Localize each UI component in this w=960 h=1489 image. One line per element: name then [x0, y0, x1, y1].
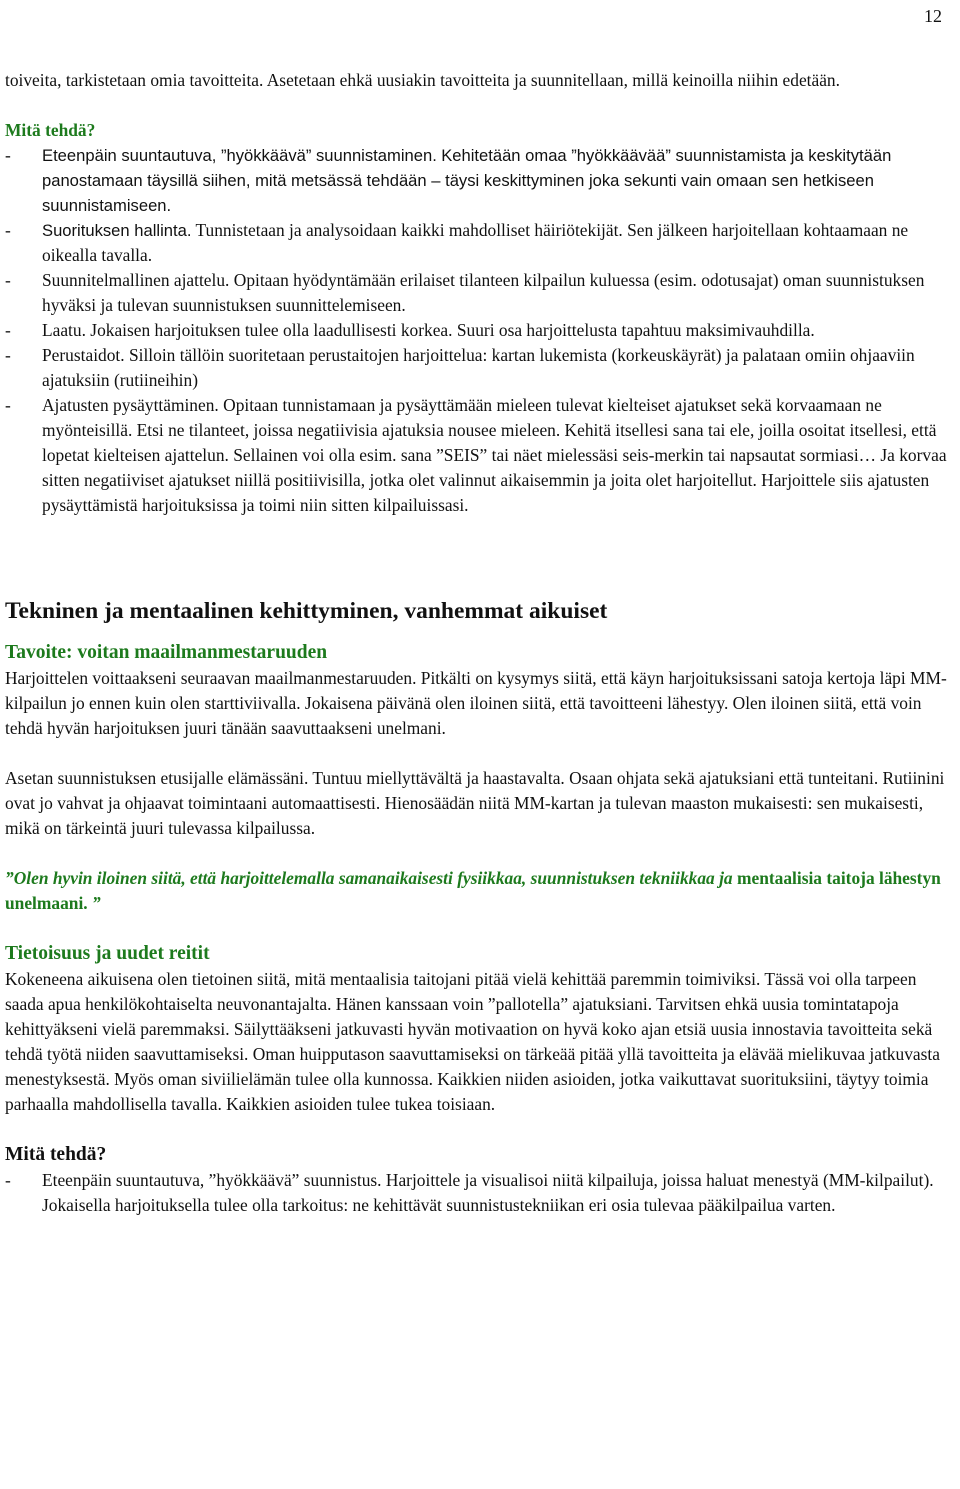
what-to-do-list — [5, 143, 955, 518]
awareness-heading: Tietoisuus ja uudet reitit — [5, 943, 210, 964]
goal-paragraph-2: Asetan suunnistuksen etusijalle elämässäni. Tuntuu miellyttävältä ja haastavalta. Osaan ohjata sekä ajatuksiani että tunteitani. Rutiinini ovat jo vahvat ja ohjaavat toimintaani automaattisesti. Hienosäädän niitä MM-kartan ja tulevan maaston mukaisesti: sen mukaisesti, mikä on tärkeintä juuri tulevassa kilpailussa. — [5, 768, 945, 838]
item-lead: Suunnitelmallinen ajattelu. — [42, 270, 230, 290]
intro-paragraph: toiveita, tarkistetaan omia tavoitteita. Asetetaan ehkä uusiakin tavoitteita ja suunnitellaan, millä keinoilla niihin edetään. — [5, 70, 840, 90]
quote-open-mark: ” — [5, 868, 14, 888]
page-number: 12 — [924, 6, 942, 26]
quote-italic-text: Olen hyvin iloinen siitä, että harjoittelemalla samanaikaisesti fysiikkaa, suunnistuksen tekniikkaa ja — [13, 868, 733, 888]
list-item: - Eteenpäin suuntautuva, ”hyökkäävä” suunnistaminen. Kehitetään omaa ”hyökkäävää” suunnistamista ja keskitytään panostamaan täysillä siihen, mitä metsässä tehdään – täysi keskittyminen joka sekunti vain omaan sen hetkiseen suunnistamiseen. — [5, 145, 892, 215]
item-text: Kehitetään omaa ”hyökkäävää” suunnistamista ja keskitytään panostamaan täysillä siihen, mitä metsässä tehdään – täysi keskittyminen joka sekunti vain omaan sen hetkiseen suunnistamiseen. — [42, 146, 892, 215]
item-text: Opitaan tunnistamaan ja pysäyttämään mieleen tulevat kielteiset ajatukset sekä korvaamaan ne myönteisillä. Etsi ne tilanteet, joissa negatiivisia ajatuksia nousee mieleen. Kehitä itsellesi sana tai ele, joilla osoitat itsellesi, että lopetat kielteisen ajattelun. Sellainen voi olla esim. sana ”SEIS” tai näet mielessäsi seis-merkin tai napsautat sormiasi… Ja korvaa sitten negatiiviset ajatukset niillä positiivisilla, jotka olet valinnut aikaisemmin ja joita olet harjoitellut. Harjoittele siis ajatusten pysäyttämistä harjoituksissa ja toimi niin sitten kilpailuissasi. — [42, 395, 947, 515]
list-item: - Suunnitelmallinen ajattelu. Opitaan hyödyntämään erilaiset tilanteen kilpailun kuluessa (esim. odotusajat) oman suunnistuksen hyväksi ja tulevan suunnistuksen suunnittelemiseen. — [5, 270, 925, 315]
item-lead: Perustaidot. — [42, 345, 125, 365]
section-heading-what-to-do: Mitä tehdä? — [5, 120, 96, 140]
item-text: Tunnistetaan ja analysoidaan kaikki mahdolliset häiriötekijät. Sen jälkeen harjoitellaan kohtaamaan ne oikealla tavalla. — [42, 220, 909, 265]
awareness-paragraph: Kokeneena aikuisena olen tietoinen siitä, mitä mentaalisia taitojani pitää vielä kehittää paremmin toimiviksi. Tässä voi olla tarpeen saada apua henkilökohtaiselta neuvonantajalta. Hänen kanssaan voin ”pallotella” ajatuksiani. Tarvitsen ehkä uusia tomintatapoja kehittyäkseni vielä paremmaksi. Säilyttääkseni jatkuvasti hyvän motivaation on hyvä koko ajan etsiä uusia innostavia tavoitteita sekä tehdä työtä niiden saavuttamiseksi. Oman huipputason saavuttamiseksi on tärkeää pitää yllä tavoitteita ja elävää mielikuvaa jatkuvasta menestyksestä. Myös oman siviilielämän tulee olla kunnossa. Kaikkien niiden asioiden, jotka vaikuttavat suorituksiini, täytyy toimia parhaalla mahdollisella tavalla. Kaikkien asioiden tulee tukea toisiaan. — [5, 969, 940, 1114]
item-lead: Laatu. — [42, 320, 86, 340]
item-lead: Suorituksen hallinta. — [42, 221, 192, 240]
list-item: - Perustaidot. Silloin tällöin suoritetaan perustaitojen harjoittelua: kartan lukemista (korkeuskäyrät) ja palataan omiin ohjaaviin ajatuksiin (rutiineihin) — [5, 345, 915, 390]
item-text: Jokaisen harjoituksen tulee olla laadullisesti korkea. Suuri osa harjoittelusta tapahtuu maksimivauhdilla. — [90, 320, 815, 340]
section-heading-what-to-do-2: Mitä tehdä? — [5, 1144, 107, 1165]
quote-plain-text: mentaalisia taitoja lähestyn unelmaani. — [5, 868, 941, 913]
goal-heading: Tavoite: voitan maailmanmestaruuden — [5, 642, 328, 663]
list-item: - Eteenpäin suuntautuva, ”hyökkäävä” suunnistus. Harjoittele ja visualisoi niitä kilpailuja, joissa haluat menestyä (MM-kilpailut). Jokaisella harjoituksella tulee olla tarkoitus: ne kehittävät suunnistustekniikan eri osia tulevaa pääkilpailua varten. — [5, 1170, 934, 1215]
document-body — [5, 68, 955, 1218]
list-item: - Laatu. Jokaisen harjoituksen tulee olla laadullisesti korkea. Suuri osa harjoittelusta tapahtuu maksimivauhdilla. — [5, 320, 815, 340]
section-title: Tekninen ja mentaalinen kehittyminen, vanhemmat aikuiset — [5, 598, 608, 624]
list-item: - Ajatusten pysäyttäminen. Opitaan tunnistamaan ja pysäyttämään mieleen tulevat kielteiset ajatukset sekä korvaamaan ne myönteisillä. Etsi ne tilanteet, joissa negatiivisia ajatuksia nousee mieleen. Kehitä itsellesi sana tai ele, joilla osoitat itsellesi, että lopetat kielteisen ajattelun. Sellainen voi olla esim. sana ”SEIS” tai näet mielessäsi seis-merkin tai napsautat sormiasi… Ja korvaa sitten negatiiviset ajatukset niillä positiivisilla, jotka olet valinnut aikaisemmin ja joita olet harjoitellut. Harjoittele siis ajatusten pysäyttämistä harjoituksissa ja toimi niin sitten kilpailuissasi. — [5, 395, 947, 515]
motivation-quote — [5, 866, 955, 916]
item-text: Harjoittele ja visualisoi niitä kilpailuja, joissa haluat menestyä (MM-kilpailut). Jokaisella harjoituksella tulee olla tarkoitus: ne kehittävät suunnistustekniikan eri osia tulevaa pääkilpailua varten. — [42, 1170, 934, 1215]
list-item: - Suorituksen hallinta. Tunnistetaan ja analysoidaan kaikki mahdolliset häiriötekijät. Sen jälkeen harjoitellaan kohtaamaan ne oikealla tavalla. — [5, 220, 909, 265]
item-text: Silloin tällöin suoritetaan perustaitojen harjoittelua: kartan lukemista (korkeuskäyrät) ja palataan omiin ohjaaviin ajatuksiin (rutiineihin) — [42, 345, 915, 390]
item-text: Opitaan hyödyntämään erilaiset tilanteen kilpailun kuluessa (esim. odotusajat) oman suunnistuksen hyväksi ja tulevan suunnistuksen suunnittelemiseen. — [42, 270, 925, 315]
item-lead: Ajatusten pysäyttäminen. — [42, 395, 219, 415]
item-lead: Eteenpäin suuntautuva, ”hyökkäävä” suunnistus. — [42, 1170, 382, 1190]
quote-close-mark: ” — [91, 893, 101, 913]
what-to-do-list-2 — [5, 1168, 955, 1218]
goal-paragraph-1: Harjoittelen voittaakseni seuraavan maailmanmestaruuden. Pitkälti on kysymys siitä, että käyn harjoituksissani satoja kertoja läpi MM-kilpailun jo ennen kuin olen starttiviivalla. Jokaisena päivänä olen iloinen siitä, että tavoitteeni lähestyy. Olen iloinen siitä, että voin tehdä hyvän harjoituksen juuri tänään saavuttaakseni unelmani. — [5, 668, 947, 738]
item-lead: Eteenpäin suuntautuva, ”hyökkäävä” suunnistaminen. — [42, 146, 437, 165]
